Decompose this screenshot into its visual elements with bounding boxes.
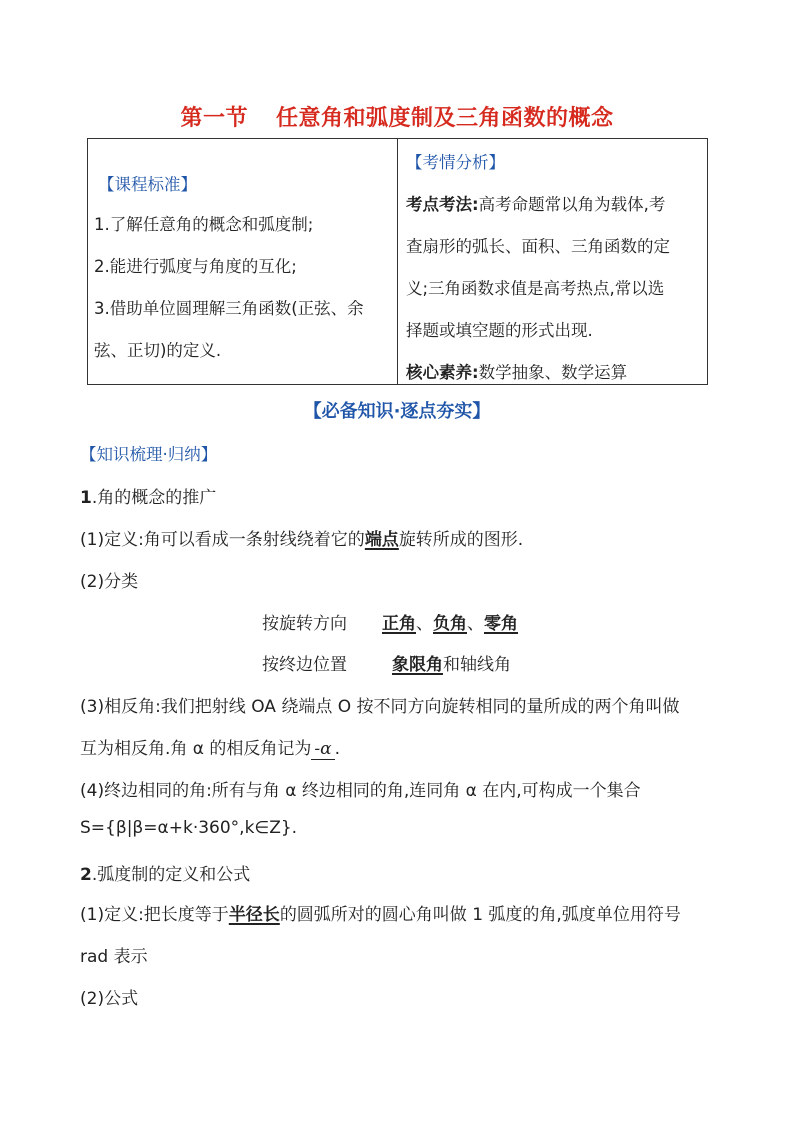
point-number: 1 (80, 488, 92, 508)
course-standards-cell (88, 139, 398, 385)
terminal-position-label: 按终边位置 (262, 655, 347, 675)
coterminal-angle-line: (4)终边相同的角:所有与角 α 终边相同的角,连同角 α 在内,可构成一个集合 (80, 781, 641, 801)
definition-text: (1)定义:角可以看成一条射线绕着它的 (80, 530, 365, 550)
point-1-title (80, 483, 216, 508)
standard-item: 3.借助单位圆理解三角函数(正弦、余 (94, 299, 364, 318)
opposite-angle-text: 互为相反角.角 α 的相反角记为 (80, 739, 312, 759)
answer-opposite-angle: -α (311, 739, 334, 760)
definition-text: 的圆弧所对的圆心角叫做 1 弧度的角,弧度单位用符号 (279, 905, 681, 925)
knowledge-section-header: 【必备知识·逐点夯实】 (303, 401, 491, 422)
literacy-line (406, 359, 627, 383)
standard-item: 2.能进行弧度与角度的互化; (94, 257, 297, 276)
definition-text: (1)定义:把长度等于 (80, 905, 229, 925)
literacy-label: 核心素养: (406, 363, 479, 382)
standard-item: 1.了解任意角的概念和弧度制; (94, 215, 314, 234)
point-title-text: .角的概念的推广 (91, 488, 217, 508)
radian-definition-line-2: rad 表示 (80, 947, 148, 967)
standards-table (87, 138, 708, 385)
separator: 、 (467, 614, 484, 634)
page-title (0, 101, 794, 132)
period: . (334, 739, 341, 759)
method-label: 考点考法: (406, 195, 479, 214)
answer-endpoint: 端点 (364, 530, 399, 550)
knowledge-sub-header: 【知识梳理·归纳】 (80, 445, 218, 464)
separator: 、 (416, 614, 433, 634)
point-number: 2 (80, 865, 92, 885)
formula-label: (2)公式 (80, 989, 139, 1009)
opposite-angle-line-2 (80, 734, 340, 759)
classification-label: (2)分类 (80, 572, 139, 592)
method-line: 择题或填空题的形式出现. (406, 321, 593, 340)
method-text: 高考命题常以角为载体,考 (478, 195, 666, 214)
coterminal-set-formula: S={β|β=α+k·360°,k∈Z}. (80, 818, 298, 838)
section-topic: 任意角和弧度制及三角函数的概念 (276, 106, 614, 131)
exam-analysis-cell (398, 139, 708, 385)
answer-quadrant-angle: 象限角 (392, 655, 443, 675)
axis-angle-text: 和轴线角 (443, 655, 511, 675)
section-number: 第一节 (180, 106, 248, 131)
literacy-text: 数学抽象、数学运算 (478, 363, 628, 382)
point-title-text: .弧度制的定义和公式 (91, 865, 251, 885)
angle-definition (80, 525, 523, 550)
definition-text: 旋转所成的图形. (398, 530, 524, 550)
method-line (406, 191, 665, 215)
method-line: 查扇形的弧长、面积、三角函数的定 (406, 237, 670, 256)
standard-item: 弦、正切)的定义. (94, 341, 222, 360)
radian-definition (80, 900, 681, 925)
opposite-angle-line: (3)相反角:我们把射线 OA 绕端点 O 按不同方向旋转相同的量所成的两个角叫做 (80, 697, 680, 717)
method-line: 义;三角函数求值是高考热点,常以选 (406, 279, 665, 298)
answer-negative-angle: 负角 (433, 614, 467, 634)
answer-zero-angle: 零角 (484, 614, 518, 634)
answer-positive-angle: 正角 (382, 614, 416, 634)
rotation-answers (382, 609, 518, 634)
analysis-header: 【考情分析】 (406, 153, 505, 172)
point-2-title (80, 860, 250, 885)
terminal-answers (392, 650, 511, 675)
answer-radius-length: 半径长 (228, 905, 280, 925)
standards-header: 【课程标准】 (98, 175, 197, 194)
rotation-direction-label: 按旋转方向 (262, 614, 347, 634)
